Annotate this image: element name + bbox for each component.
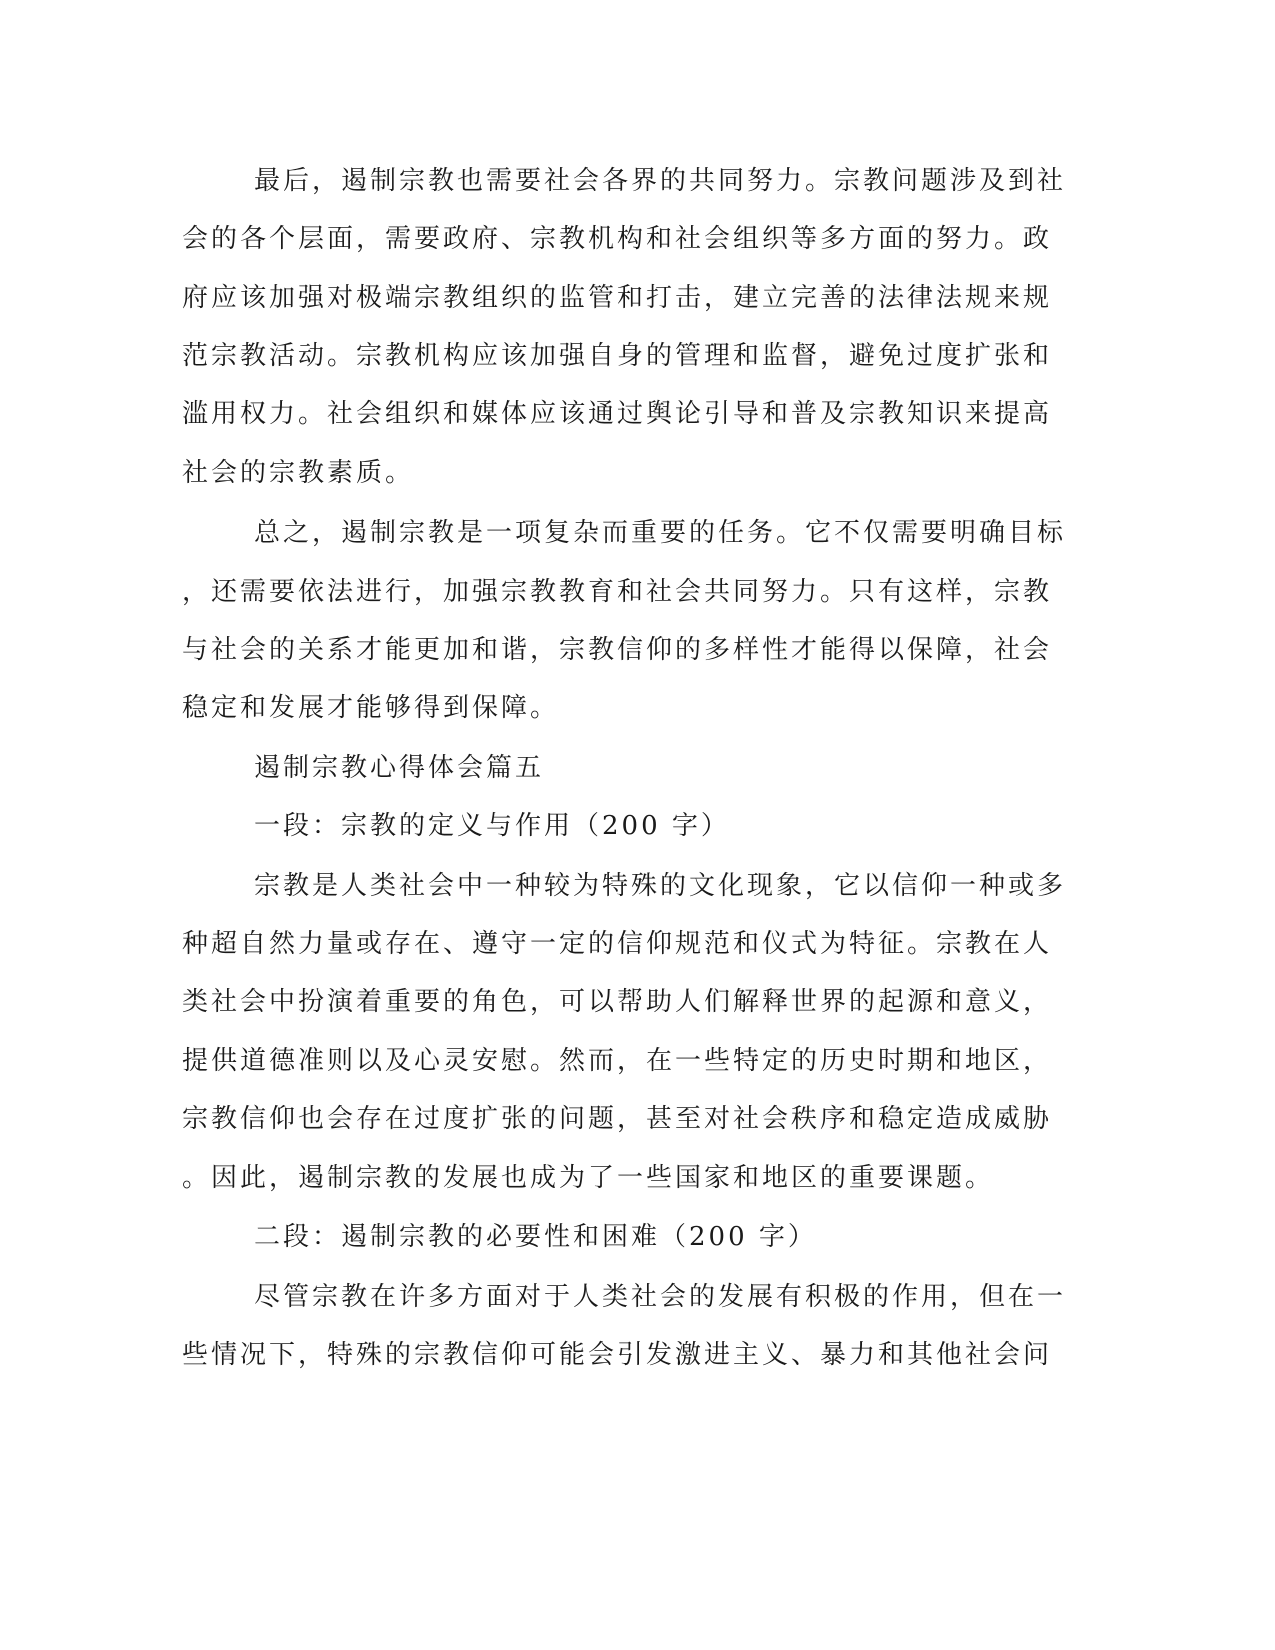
paragraph-line: 会的各个层面，需要政府、宗教机构和社会组织等多方面的努力。政 xyxy=(182,224,1053,254)
paragraph-line: 提供道德准则以及心灵安慰。然而，在一些特定的历史时期和地区， xyxy=(182,1046,1053,1076)
paragraph-line: 些情况下，特殊的宗教信仰可能会引发激进主义、暴力和其他社会问 xyxy=(182,1340,1053,1370)
paragraph-line: 社会的宗教素质。 xyxy=(182,458,415,488)
paragraph-line: 。因此，遏制宗教的发展也成为了一些国家和地区的重要课题。 xyxy=(182,1163,995,1193)
section-subheading: 二段：遏制宗教的必要性和困难（200 字） xyxy=(254,1222,817,1252)
paragraph-line: 种超自然力量或存在、遵守一定的信仰规范和仪式为特征。宗教在人 xyxy=(182,929,1053,959)
paragraph-line: 府应该加强对极端宗教组织的监管和打击，建立完善的法律法规来规 xyxy=(182,283,1053,313)
paragraph-line: 与社会的关系才能更加和谐，宗教信仰的多样性才能得以保障，社会 xyxy=(182,635,1053,665)
section-subheading: 一段：宗教的定义与作用（200 字） xyxy=(254,811,730,841)
paragraph-line: ，还需要依法进行，加强宗教教育和社会共同努力。只有这样，宗教 xyxy=(182,577,1053,607)
paragraph-line: 宗教信仰也会存在过度扩张的问题，甚至对社会秩序和稳定造成威胁 xyxy=(182,1104,1053,1134)
paragraph-line: 最后，遏制宗教也需要社会各界的共同努力。宗教问题涉及到社 xyxy=(254,166,1067,196)
paragraph-line: 类社会中扮演着重要的角色，可以帮助人们解释世界的起源和意义， xyxy=(182,987,1053,1017)
paragraph-line: 滥用权力。社会组织和媒体应该通过舆论引导和普及宗教知识来提高 xyxy=(182,399,1053,429)
paragraph-line: 稳定和发展才能够得到保障。 xyxy=(182,693,560,723)
section-heading: 遏制宗教心得体会篇五 xyxy=(254,753,545,783)
paragraph-line: 总之，遏制宗教是一项复杂而重要的任务。它不仅需要明确目标 xyxy=(254,518,1067,548)
paragraph-line: 宗教是人类社会中一种较为特殊的文化现象，它以信仰一种或多 xyxy=(254,871,1067,901)
paragraph-line: 范宗教活动。宗教机构应该加强自身的管理和监督，避免过度扩张和 xyxy=(182,341,1053,371)
paragraph-line: 尽管宗教在许多方面对于人类社会的发展有积极的作用，但在一 xyxy=(254,1282,1067,1312)
